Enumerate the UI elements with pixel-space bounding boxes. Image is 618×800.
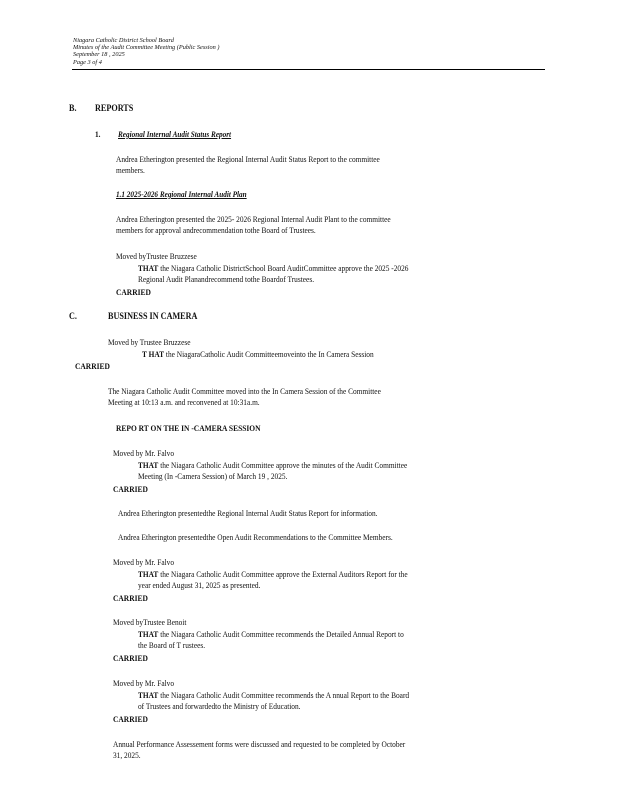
header-rule: [72, 69, 545, 70]
item-1-text-line: Andrea Etherington presented the Regional Internal Audit Status Report to the committee: [116, 155, 380, 164]
motion-text: year ended August 31, 2025 as presented.: [138, 581, 261, 590]
motion-that: THAT: [138, 461, 159, 470]
motion-text: Regional Audit Planandrecommend tothe Boardof Trustees.: [138, 275, 315, 284]
motion-that: THAT: [138, 630, 159, 639]
item-1-text-line: members.: [116, 166, 145, 175]
item-1-1-text-line: Andrea Etherington presented the 2025- 2026 Regional Internal Audit Plant to the committee: [116, 215, 391, 224]
header-minutes-title: Minutes of the Audit Committee Meeting (Public Session ): [73, 44, 220, 52]
m3-moved-by: Moved byTrustee Benoit: [113, 618, 187, 627]
assessment-forms-text: [113, 739, 405, 761]
motion-text: the Niagara Catholic Audit Committee approve the minutes of the Audit Committee: [160, 461, 408, 470]
motion-text: the Niagara Catholic DistrictSchool Board AuditCommittee approve the 2025 -2026: [160, 264, 409, 273]
m2-motion: [138, 569, 408, 591]
reports-moved-by: Moved byTrustee Bruzzese: [116, 252, 197, 261]
motion-that: THAT: [138, 691, 159, 700]
section-c-letter: C.: [69, 312, 77, 322]
m1-moved-by: Moved by Mr. Falvo: [113, 449, 175, 458]
camera-session-text: [108, 386, 381, 408]
m4-motion: [138, 690, 409, 712]
m2-moved-by: Moved by Mr. Falvo: [113, 558, 175, 567]
camera-motion: [142, 349, 374, 360]
header-board-name: Niagara Catholic District School Board: [73, 37, 174, 44]
motion-text: the Board of T rustees.: [138, 641, 206, 650]
motion-that: THAT: [138, 264, 159, 273]
note-status-report: Andrea Etherington presentedthe Regional Internal Audit Status Report for information.: [118, 509, 378, 518]
assessment-text-line: Annual Performance Assessement forms were discussed and requested to be completed by October: [113, 740, 406, 749]
motion-text: the Niagara Catholic Audit Committee recommends the Detailed Annual Report to: [160, 630, 404, 639]
section-b-letter: B.: [69, 104, 77, 114]
header-page-number: Page 3 of 4: [73, 58, 102, 66]
camera-carried: CARRIED: [75, 361, 110, 371]
m1-carried: CARRIED: [113, 484, 148, 494]
reports-motion: [138, 263, 408, 285]
item-1-1-text-line: members for approval andrecommendation tothe Board of Trustees.: [116, 226, 316, 235]
report-on-camera-heading: REPO RT ON THE IN -CAMERA SESSION: [116, 423, 261, 433]
m4-carried: CARRIED: [113, 714, 148, 724]
header-date: September 18 , 2025: [73, 51, 125, 59]
running-header: [73, 37, 219, 66]
m2-carried: CARRIED: [113, 593, 148, 603]
motion-that: THAT: [138, 570, 159, 579]
motion-text: Meeting (In -Camera Session) of March 19 , 2025.: [138, 472, 288, 481]
reports-carried: CARRIED: [116, 287, 151, 297]
session-text-line: The Niagara Catholic Audit Committee moved into the In Camera Session of the Committee: [108, 387, 381, 396]
motion-text: the NiagaraCatholic Audit Committeemoveinto the In Camera Session: [165, 350, 374, 359]
item-1-1-title: 1.1 2025-2026 Regional Internal Audit Plan: [116, 190, 247, 199]
note-open-recommendations: Andrea Etherington presentedthe Open Audit Recommendations to the Committee Members.: [118, 533, 393, 542]
motion-that: T HAT: [142, 350, 165, 359]
m1-motion: [138, 460, 407, 482]
item-1-text: [116, 154, 380, 176]
session-text-line: Meeting at 10:13 a.m. and reconvened at 10:31a.m.: [108, 398, 260, 407]
motion-text: of Trustees and forwardedto the Ministry of Education.: [138, 702, 301, 711]
item-1-1-text: [116, 214, 391, 236]
section-b-title: REPORTS: [95, 104, 134, 114]
motion-text: the Niagara Catholic Audit Committee approve the External Auditors Report for the: [160, 570, 408, 579]
m3-carried: CARRIED: [113, 653, 148, 663]
camera-moved-by: Moved by Trustee Bruzzese: [108, 338, 191, 347]
motion-text: the Niagara Catholic Audit Committee recommends the A nnual Report to the Board: [160, 691, 410, 700]
section-c-title: BUSINESS IN CAMERA: [108, 312, 198, 322]
m4-moved-by: Moved by Mr. Falvo: [113, 679, 175, 688]
assessment-text-line: 31, 2025.: [113, 751, 141, 760]
item-1-title: Regional Internal Audit Status Report: [118, 130, 232, 139]
m3-motion: [138, 629, 404, 651]
item-1-number: 1.: [95, 129, 101, 139]
